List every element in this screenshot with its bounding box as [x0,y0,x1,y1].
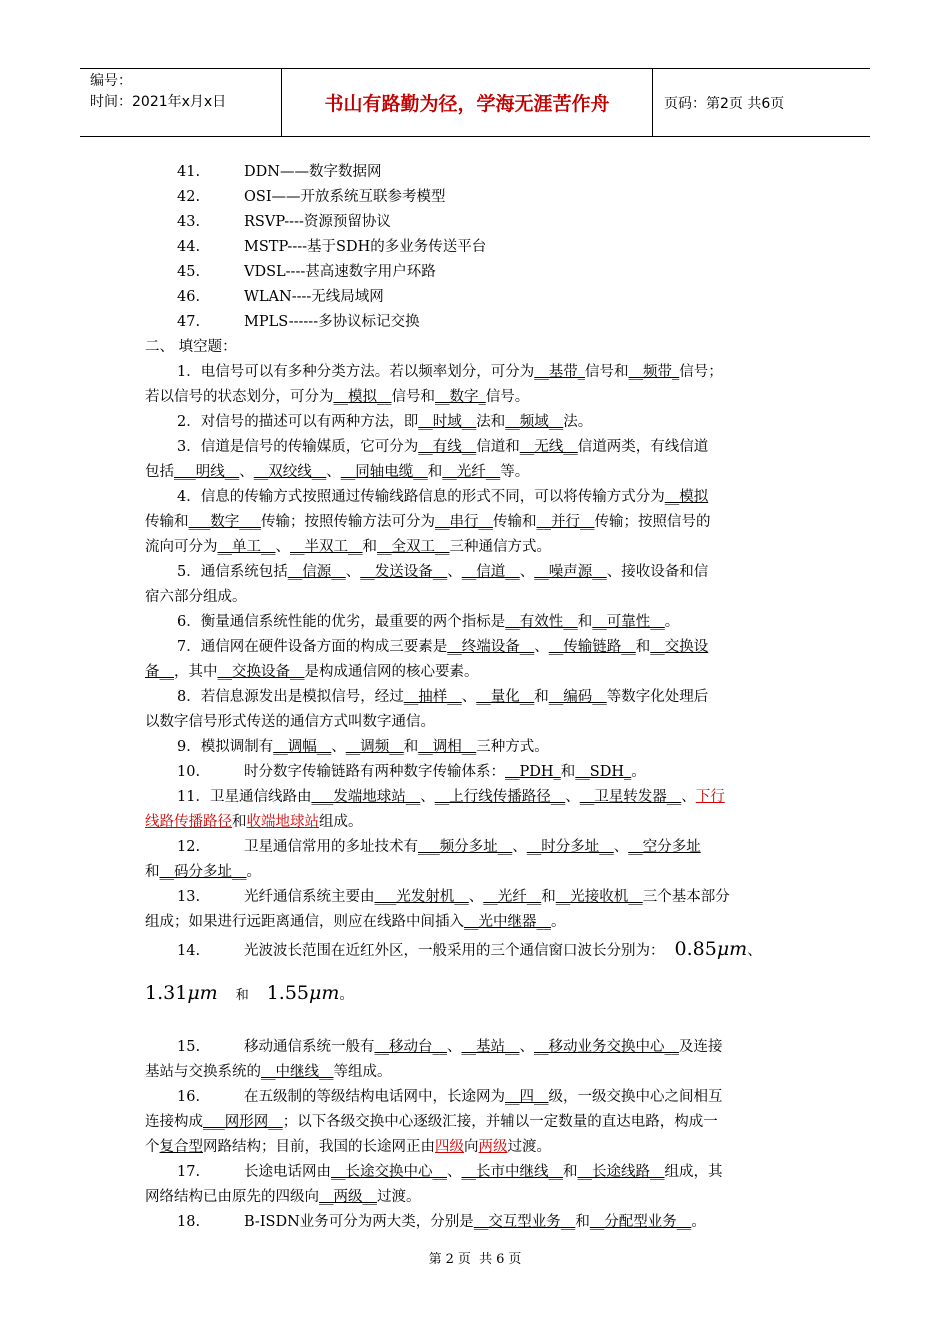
page-footer: 第 2 页 共 6 页 [428,1252,522,1267]
question-4-line-2: 传输和___数字___传输；按照传输方法可分为__串行__传输和__并行__传输；按照信号的 [145,514,711,530]
header-meta [80,69,282,136]
header-page: 页码：第2页 共6页 [664,95,785,112]
list-item: 45. VDSL----甚高速数字用户环路 [177,264,436,280]
question-1-line-2: 若以信号的状态划分，可分为__模拟__信号和__数字_信号。 [145,389,530,405]
question-15-line-2: 基站与交换系统的__中继线__等组成。 [145,1064,392,1080]
question-11-line-1: 11．卫星通信线路由___发端地球站__、__上行线传播路径__、__卫星转发器__、下行 [177,789,725,805]
list-item: 42. OSI——开放系统互联参考模型 [177,189,446,205]
question-16-line-2: 连接构成___网形网__；以下各级交换中心逐级汇接，并辅以一定数量的直达电路，构成一 [145,1114,718,1130]
list-item: 43. RSVP----资源预留协议 [177,214,391,230]
section-title: 二、 填空题： [145,339,237,355]
question-13-line-1: 13. 光纤通信系统主要由___光发射机__、__光纤__和__光接收机__三个基本部分 [177,889,730,905]
question-9: 9．模拟调制有__调幅__、__调频__和__调相__三种方式。 [177,739,549,755]
question-2: 2．对信号的描述可以有两种方法，即__时域__法和__频域__法。 [177,414,593,430]
page-header [80,68,870,137]
question-8-line-2: 以数字信号形式传送的通信方式叫数字通信。 [145,714,435,730]
question-16-line-1: 16. 在五级制的等级结构电话网中，长途网为__四__级，一级交换中心之间相互 [177,1089,723,1105]
header-motto: 书山有路勤为径，学海无涯苦作舟 [282,69,653,136]
question-8-line-1: 8．若信息源发出是模拟信号，经过__抽样__、__量化__和__编码__等数字化处理后 [177,689,709,705]
list-item: 47. MPLS------多协议标记交换 [177,314,420,330]
question-16-line-3: 个复合型网路结构；目前，我国的长途网正由四级向两级过渡。 [145,1139,551,1155]
question-13-line-2: 组成；如果进行远距离通信，则应在线路中间插入__光中继器__。 [145,914,566,930]
question-5-line-1: 5．通信系统包括__信源__、__发送设备__、__信道__、__噪声源__、接收设备和信 [177,564,709,580]
question-15-line-1: 15. 移动通信系统一般有__移动台__、__基站__、__移动业务交换中心__及连接 [177,1039,723,1055]
question-3-line-1: 3．信道是信号的传输媒质，它可分为__有线__信道和__无线__信道两类，有线信道 [177,439,709,455]
list-item: 46. WLAN----无线局域网 [177,289,384,305]
question-12-line-1: 12. 卫星通信常用的多址技术有___频分多址__、__时分多址__、__空分多址 [177,839,701,855]
question-18: 18. B-ISDN业务可分为两大类，分别是__交互型业务__和__分配型业务__。 [177,1214,706,1230]
question-14-line-2: 1.31μm 和 1.55μm。 [145,982,354,1004]
question-3-line-2: 包括___明线__、__双绞线__、__同轴电缆__和__光纤__等。 [145,464,530,480]
list-item: 44. MSTP----基于SDH的多业务传送平台 [177,239,487,255]
question-6: 6．衡量通信系统性能的优劣，最重要的两个指标是__有效性__和__可靠性__。 [177,614,680,630]
header-number: 编号： [90,73,132,89]
question-17-line-2: 网络结构已由原先的四级向__两级__过渡。 [145,1189,421,1205]
question-5-line-2: 宿六部分组成。 [145,589,247,605]
question-11-line-2: 线路传播路径和收端地球站组成。 [145,814,363,830]
question-1-line-1: 1．电信号可以有多种分类方法。若以频率划分，可分为__基带_信号和__频带_信号； [177,364,723,380]
question-4-line-1: 4．信息的传输方式按照通过传输线路信息的形式不同，可以将传输方式分为__模拟 [177,489,709,505]
question-7-line-1: 7．通信网在硬件设备方面的构成三要素是__终端设备__、__传输链路__和__交换设 [177,639,709,655]
question-10: 10. 时分数字传输链路有两种数字传输体系：__PDH_和__SDH_。 [177,764,646,780]
question-12-line-2: 和__码分多址__。 [145,864,261,880]
header-time: 时间：2021年x月x日 [90,94,227,110]
question-4-line-3: 流向可分为__单工__、__半双工__和__全双工__三种通信方式。 [145,539,551,555]
question-7-line-2: 备__，其中__交换设备__是构成通信网的核心要素。 [145,664,479,680]
list-item: 41. DDN——数字数据网 [177,164,382,180]
question-17-line-1: 17. 长途电话网由__长途交换中心__、__长市中继线__和__长途线路__组成，其 [177,1164,723,1180]
question-14-line-1: 14. 光波波长范围在近红外区，一般采用的三个通信窗口波长分别为： 0.85μm、 [177,938,762,960]
